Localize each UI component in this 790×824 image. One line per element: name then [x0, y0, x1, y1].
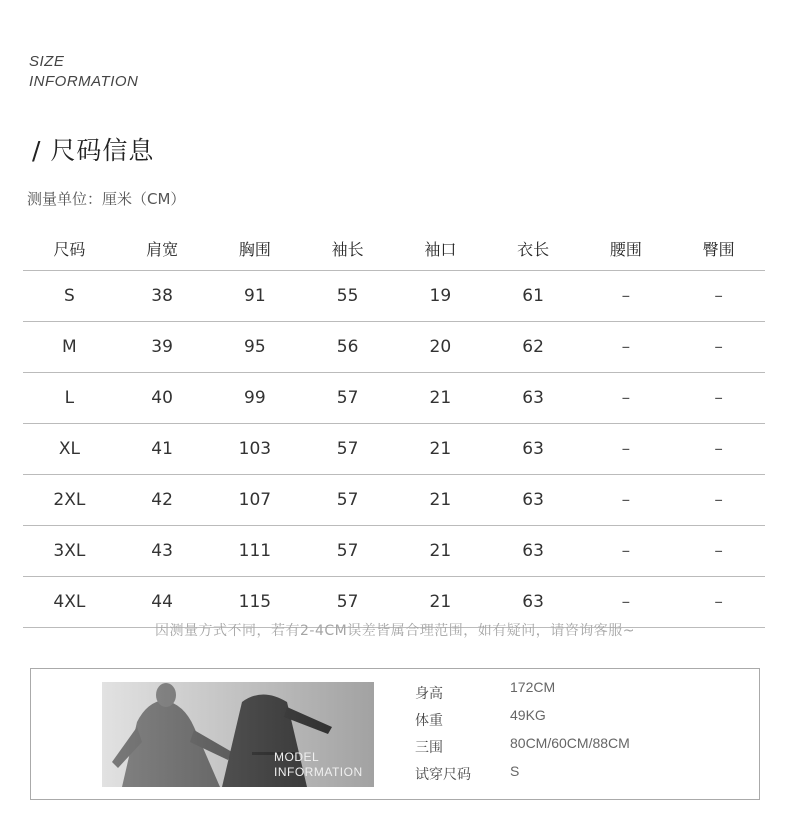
table-cell: –: [672, 373, 765, 424]
column-header: 衣长: [487, 226, 580, 271]
table-cell: 55: [301, 271, 394, 322]
table-cell: 107: [209, 475, 302, 526]
page-title: / 尺码信息: [32, 136, 155, 165]
size-information-heading: [29, 52, 138, 92]
table-cell: 57: [301, 373, 394, 424]
table-cell: –: [672, 526, 765, 577]
table-cell: 63: [487, 526, 580, 577]
table-cell: 2XL: [23, 475, 116, 526]
table-cell: 21: [394, 577, 487, 628]
table-cell: 61: [487, 271, 580, 322]
spec-label-weight: 体重: [415, 713, 443, 729]
column-header: 袖长: [301, 226, 394, 271]
table-cell: –: [672, 271, 765, 322]
table-cell: 63: [487, 475, 580, 526]
table-cell: 57: [301, 577, 394, 628]
size-info-line2: INFORMATION: [29, 73, 139, 90]
table-cell: 40: [116, 373, 209, 424]
table-cell: S: [23, 271, 116, 322]
spec-value-size: S: [510, 763, 520, 779]
spec-value-measurements: 80CM/60CM/88CM: [510, 735, 630, 751]
spec-label-height: 身高: [415, 686, 443, 702]
model-photo: [102, 682, 374, 787]
table-cell: –: [580, 271, 673, 322]
table-cell: 57: [301, 475, 394, 526]
table-cell: 41: [116, 424, 209, 475]
column-header: 袖口: [394, 226, 487, 271]
model-caption-line1: MODEL: [274, 750, 320, 764]
table-cell: 115: [209, 577, 302, 628]
measurement-note: 因测量方式不同，若有2-4CM误差皆属合理范围，如有疑问，请咨询客服~: [155, 623, 635, 639]
table-cell: –: [580, 577, 673, 628]
spec-value-weight: 49KG: [510, 707, 546, 723]
table-cell: –: [672, 424, 765, 475]
table-cell: 20: [394, 322, 487, 373]
table-cell: –: [672, 475, 765, 526]
table-cell: 57: [301, 424, 394, 475]
table-cell: 21: [394, 424, 487, 475]
table-cell: 91: [209, 271, 302, 322]
table-cell: XL: [23, 424, 116, 475]
table-row: [23, 322, 765, 373]
table-cell: –: [580, 475, 673, 526]
column-header: 肩宽: [116, 226, 209, 271]
table-body: [23, 271, 765, 628]
table-cell: 3XL: [23, 526, 116, 577]
spec-value-height: 172CM: [510, 679, 556, 695]
table-cell: 63: [487, 424, 580, 475]
measurement-unit: 测量单位：厘米（CM）: [27, 190, 186, 208]
size-info-line1: SIZE: [29, 53, 65, 70]
column-header: 尺码: [23, 226, 116, 271]
table-cell: 44: [116, 577, 209, 628]
table-cell: 56: [301, 322, 394, 373]
table-cell: –: [580, 424, 673, 475]
table-row: [23, 526, 765, 577]
table-cell: 21: [394, 475, 487, 526]
table-cell: 21: [394, 373, 487, 424]
table-cell: 63: [487, 373, 580, 424]
table-row: [23, 424, 765, 475]
model-caption: [274, 750, 363, 780]
table-cell: 21: [394, 526, 487, 577]
table-cell: 42: [116, 475, 209, 526]
table-cell: –: [580, 526, 673, 577]
column-header: 臀围: [672, 226, 765, 271]
table-header-row: [23, 226, 765, 271]
table-cell: –: [672, 577, 765, 628]
table-cell: 38: [116, 271, 209, 322]
table-row: [23, 271, 765, 322]
table-cell: 43: [116, 526, 209, 577]
table-row: [23, 475, 765, 526]
spec-label-measurements: 三围: [415, 740, 443, 756]
table-cell: 99: [209, 373, 302, 424]
size-table: [23, 226, 765, 628]
table-cell: –: [580, 322, 673, 373]
column-header: 腰围: [580, 226, 673, 271]
table-cell: 103: [209, 424, 302, 475]
table-cell: L: [23, 373, 116, 424]
table-cell: M: [23, 322, 116, 373]
table-cell: 95: [209, 322, 302, 373]
spec-label-size: 试穿尺码: [415, 767, 471, 783]
column-header: 胸围: [209, 226, 302, 271]
table-cell: 57: [301, 526, 394, 577]
table-cell: 39: [116, 322, 209, 373]
table-cell: 62: [487, 322, 580, 373]
table-row: [23, 373, 765, 424]
table-cell: 4XL: [23, 577, 116, 628]
table-cell: –: [672, 322, 765, 373]
table-cell: 19: [394, 271, 487, 322]
table-cell: 63: [487, 577, 580, 628]
table-cell: 111: [209, 526, 302, 577]
table-cell: –: [580, 373, 673, 424]
model-caption-line2: INFORMATION: [274, 765, 363, 779]
